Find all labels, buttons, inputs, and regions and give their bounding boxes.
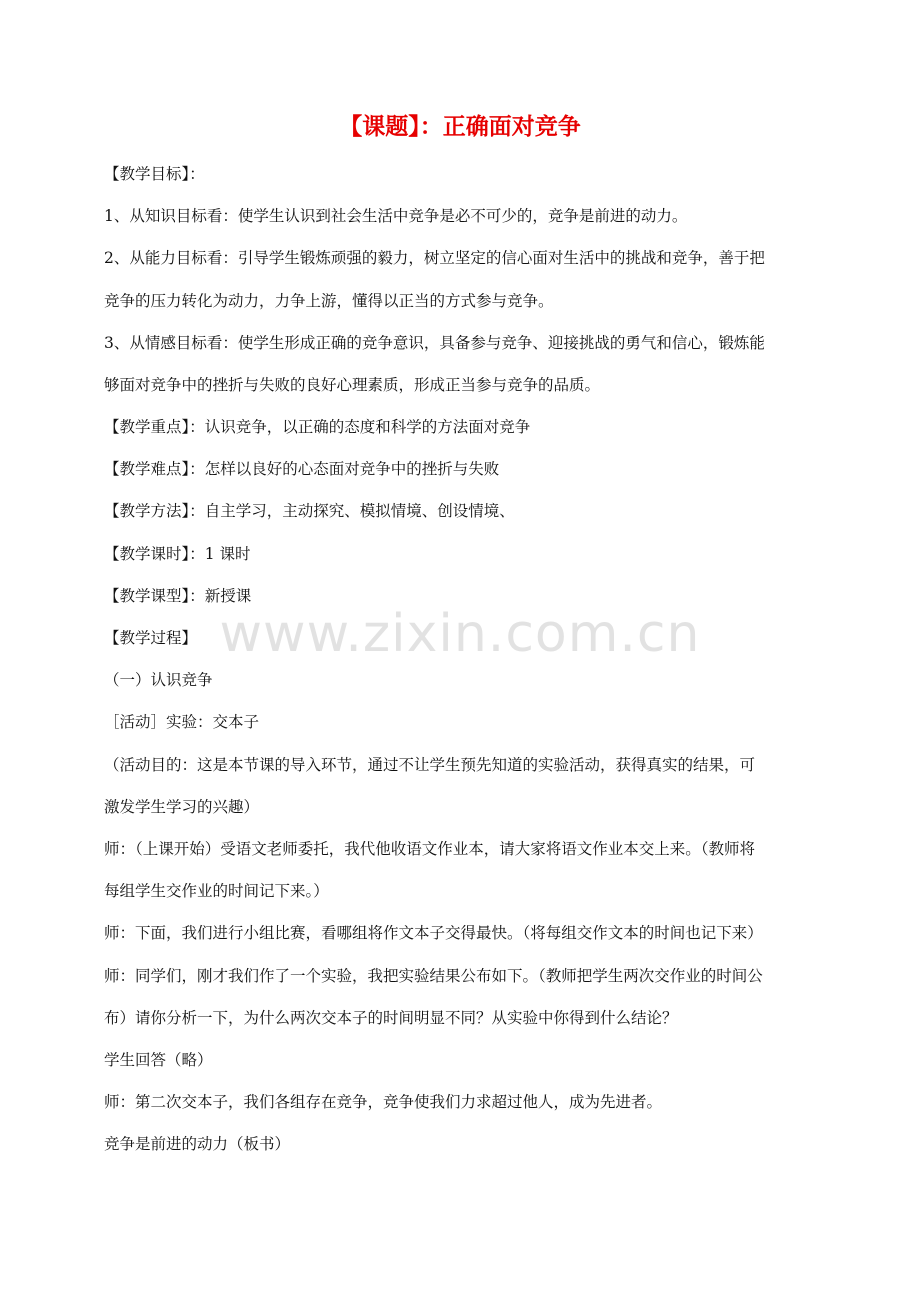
teacher-line-3a: 师：同学们，刚才我们作了一个实验，我把实验结果公布如下。（教师把学生两次交作业的时间公 [104,967,763,985]
teacher-line-2: 师：下面，我们进行小组比赛，看哪组将作文本子交得最快。（将每组交作文本的时间也记下来） [104,924,763,942]
objective-knowledge: 1、从知识目标看：使学生认识到社会生活中竞争是必不可少的，竞争是前进的动力。 [104,207,688,225]
section-recognize-competition: （一）认识竞争 [104,671,213,689]
heading-objectives: 【教学目标】： [104,165,205,183]
heading-process: 【教学过程】 [104,629,198,647]
activity-experiment: ［活动］实验：交本子 [104,713,260,731]
lesson-title: 【课题】：正确面对竞争 [339,114,581,140]
board-note: 竞争是前进的动力（板书） [104,1135,291,1153]
teacher-line-1a: 师：（上课开始）受语文老师委托，我代他收语文作业本，请大家将语文作业本交上来。（教师将 [104,840,756,858]
key-points: 【教学重点】：认识竞争，以正确的态度和科学的方法面对竞争 [104,418,531,436]
activity-purpose-line-1: （活动目的：这是本节课的导入环节，通过不让学生预先知道的实验活动，获得真实的结果，可 [104,756,756,774]
class-type: 【教学课型】：新授课 [104,587,252,605]
objective-emotion-line-1: 3、从情感目标看：使学生形成正确的竞争意识，具备参与竞争、迎接挑战的勇气和信心，锻炼能 [104,334,765,352]
activity-purpose-line-2: 激发学生学习的兴趣） [104,798,260,816]
watermark: www.zixin.com.cn [219,604,701,664]
teaching-methods: 【教学方法】：自主学习，主动探究、模拟情境、创设情境、 [104,502,515,520]
student-answer: 学生回答（略） [104,1051,213,1069]
class-hours: 【教学课时】：1 课时 [104,545,251,563]
teacher-line-3b: 布）请你分析一下，为什么两次交本子的时间明显不同？从实验中你得到什么结论？ [104,1009,678,1027]
objective-ability-line-1: 2、从能力目标看：引导学生锻炼顽强的毅力，树立坚定的信心面对生活中的挑战和竞争，善于把 [104,249,765,267]
teacher-line-1b: 每组学生交作业的时间记下来。） [104,882,329,900]
objective-emotion-line-2: 够面对竞争中的挫折与失败的良好心理素质，形成正当参与竞争的品质。 [104,376,601,394]
objective-ability-line-2: 竞争的压力转化为动力，力争上游，懂得以正当的方式参与竞争。 [104,292,554,310]
teacher-line-4: 师：第二次交本子，我们各组存在竞争，竞争使我们力求超过他人，成为先进者。 [104,1093,663,1111]
difficult-points: 【教学难点】：怎样以良好的心态面对竞争中的挫折与失败 [104,460,500,478]
